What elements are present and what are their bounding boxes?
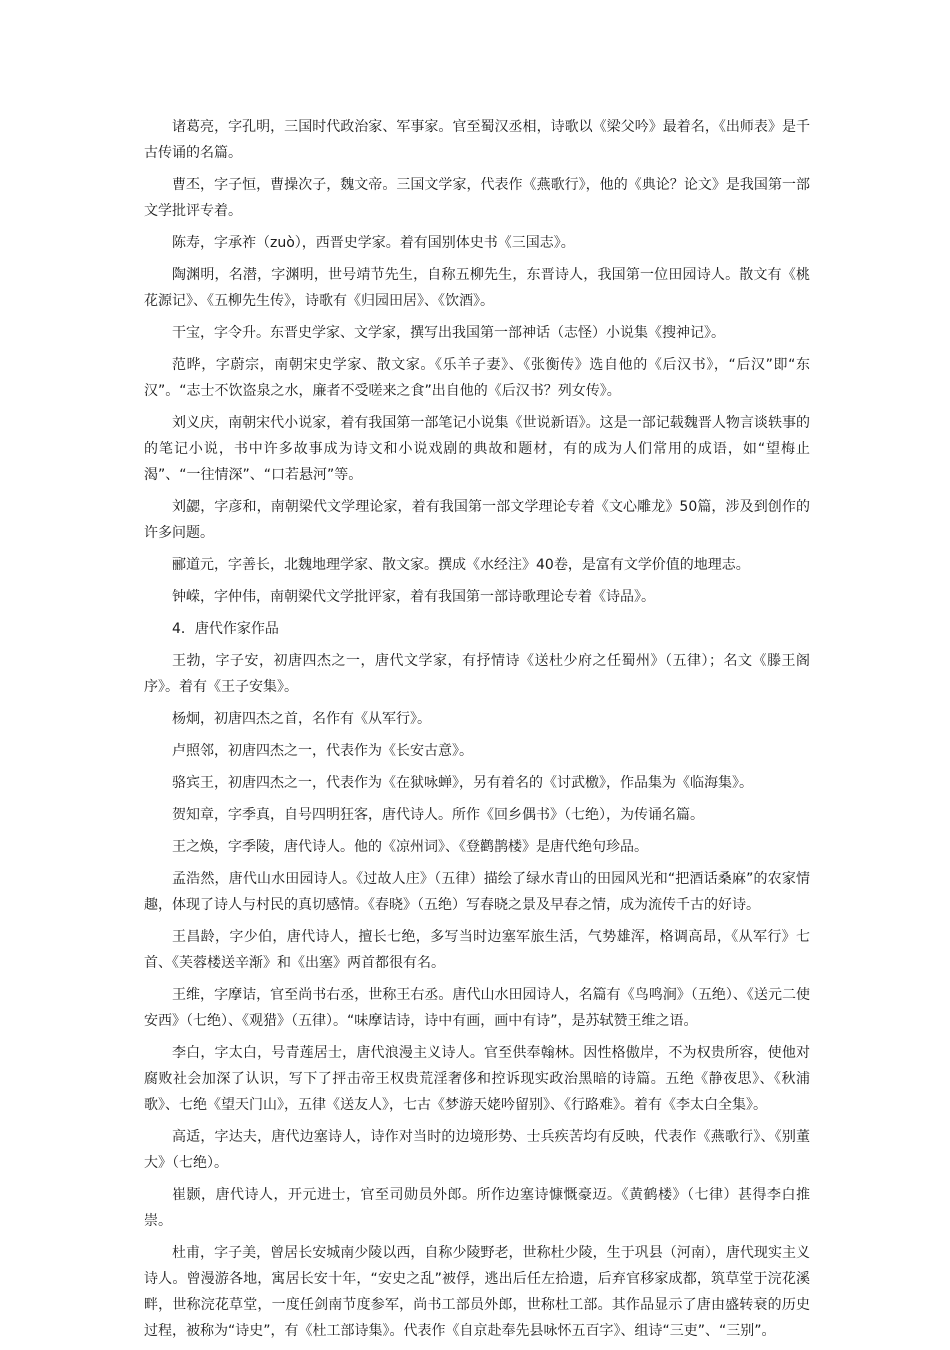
paragraph-luo-binwang: 骆宾王，初唐四杰之一，代表作为《在狱咏蝉》，另有着名的《讨武檄》，作品集为《临海集》。	[172, 775, 753, 791]
paragraph-chen-shou: 陈寿，字承祚（zuò），西晋史学家。着有国别体史书《三国志》。	[172, 235, 575, 251]
paragraph-he-zhizhang: 贺知章，字季真，自号四明狂客，唐代诗人。所作《回乡偶书》（七绝），为传诵名篇。	[172, 807, 704, 823]
paragraph-wang-wei: 王维，字摩诘，官至尚书右丞，世称王右丞。唐代山水田园诗人，名篇有《鸟鸣涧》（五绝）、《送元二使安西》（七绝）、《观猎》（五律）。“味摩诘诗，诗中有画，画中有诗”，是苏轼赞王维之语。	[144, 987, 810, 1029]
paragraph-cui-hao: 崔颢，唐代诗人，开元进士，官至司勋员外郎。所作边塞诗慷慨豪迈。《黄鹤楼》（七律）甚得李白推崇。	[144, 1187, 810, 1229]
section-heading-tang-writers: 4．唐代作家作品	[172, 621, 279, 637]
document-body	[144, 114, 810, 1350]
paragraph-tao-yuanming: 陶渊明，名潜，字渊明，世号靖节先生，自称五柳先生，东晋诗人，我国第一位田园诗人。散文有《桃花源记》、《五柳先生传》，诗歌有《归园田居》、《饮酒》。	[144, 267, 810, 309]
paragraph-liu-xie: 刘勰，字彦和，南朝梁代文学理论家，着有我国第一部文学理论专着《文心雕龙》50篇，涉及到创作的许多问题。	[144, 499, 810, 541]
paragraph-du-fu: 杜甫，字子美，曾居长安城南少陵以西，自称少陵野老，世称杜少陵，生于巩县（河南），唐代现实主义诗人。曾漫游各地，寓居长安十年，“安史之乱”被俘，逃出后任左拾遗，后弃官移家成都，筑草堂于浣花溪畔，世称浣花草堂，一度任剑南节度参军，尚书工部员外郎，世称杜工部。其作品显示了唐由盛转衰的历史过程，被称为“诗史”，有《杜工部诗集》。代表作《自京赴奉先县咏怀五百字》、组诗“三吏”、“三别”。	[144, 1245, 810, 1339]
paragraph-lu-zhaolin: 卢照邻，初唐四杰之一，代表作为《长安古意》。	[172, 743, 473, 759]
paragraph-yang-jiong: 杨炯，初唐四杰之首，名作有《从军行》。	[172, 711, 431, 727]
paragraph-meng-haoran: 孟浩然，唐代山水田园诗人。《过故人庄》（五律）描绘了绿水青山的田园风光和“把酒话桑麻”的农家情趣，体现了诗人与村民的真切感情。《春晓》（五绝）写春晓之景及早春之情，成为流传千古的好诗。	[144, 871, 810, 913]
paragraph-zhuge-liang: 诸葛亮，字孔明，三国时代政治家、军事家。官至蜀汉丞相，诗歌以《梁父吟》最着名，《出师表》是千古传诵的名篇。	[144, 119, 810, 161]
paragraph-gao-shi: 高适，字达夫，唐代边塞诗人，诗作对当时的边境形势、士兵疾苦均有反映，代表作《燕歌行》、《别董大》（七绝）。	[144, 1129, 810, 1171]
paragraph-fan-ye: 范晔，字蔚宗，南朝宋史学家、散文家。《乐羊子妻》、《张衡传》选自他的《后汉书》，“后汉”即“东汉”。“志士不饮盗泉之水，廉者不受嗟来之食”出自他的《后汉书？列女传》。	[144, 357, 810, 399]
paragraph-gan-bao: 干宝，字令升。东晋史学家、文学家，撰写出我国第一部神话（志怪）小说集《搜神记》。	[172, 325, 725, 341]
paragraph-li-daoyuan: 郦道元，字善长，北魏地理学家、散文家。撰成《水经注》40卷，是富有文学价值的地理志。	[172, 557, 750, 573]
paragraph-li-bai: 李白，字太白，号青莲居士，唐代浪漫主义诗人。官至供奉翰林。因性格傲岸，不为权贵所容，使他对腐败社会加深了认识，写下了抨击帝王权贵荒淫奢侈和控诉现实政治黑暗的诗篇。五绝《静夜思》、《秋浦歌》、七绝《望天门山》，五律《送友人》，七古《梦游天姥吟留别》、《行路难》。着有《李太白全集》。	[144, 1045, 810, 1113]
paragraph-cao-pi: 曹丕，字子恒，曹操次子，魏文帝。三国文学家，代表作《燕歌行》，他的《典论？论文》是我国第一部文学批评专着。	[144, 177, 810, 219]
paragraph-zhong-rong: 钟嵘，字仲伟，南朝梁代文学批评家，着有我国第一部诗歌理论专着《诗品》。	[172, 589, 655, 605]
paragraph-wang-changling: 王昌龄，字少伯，唐代诗人，擅长七绝，多写当时边塞军旅生活，气势雄浑，格调高昂，《从军行》七首、《芙蓉楼送辛渐》和《出塞》两首都很有名。	[144, 929, 810, 971]
paragraph-wang-bo: 王勃，字子安，初唐四杰之一，唐代文学家，有抒情诗《送杜少府之任蜀州》（五律）；名文《滕王阁序》。着有《王子安集》。	[144, 653, 810, 695]
paragraph-liu-yiqing: 刘义庆，南朝宋代小说家，着有我国第一部笔记小说集《世说新语》。这是一部记载魏晋人物言谈轶事的的笔记小说，书中许多故事成为诗文和小说戏剧的典故和题材，有的成为人们常用的成语，如“望梅止渴”、“一往情深”、“口若悬河”等。	[144, 415, 810, 483]
paragraph-wang-zhihuan: 王之焕，字季陵，唐代诗人。他的《凉州词》、《登鹳鹊楼》是唐代绝句珍品。	[172, 839, 648, 855]
